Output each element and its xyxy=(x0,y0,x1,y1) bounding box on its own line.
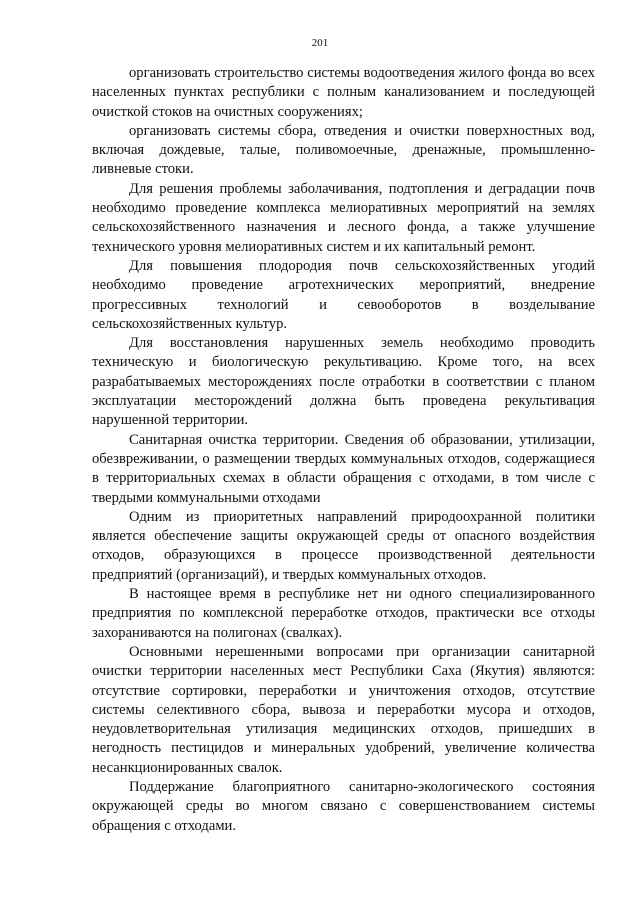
paragraph-waterlogging: Для решения проблемы заболачивания, подтопления и деградации почв необходимо проведение комплекса мелиоративных мероприятий на землях сельскохозяйственного назначения и лесного фонда, а также улучшение технического уровня мелиоративных систем и их капитальный ремонт. xyxy=(92,180,595,255)
paragraph-land-restoration: Для восстановления нарушенных земель необходимо проводить техническую и биологическую рекультивацию. Кроме того, на всех разрабатываемых месторождениях после отработки в соответствии с планом эксплуатации месторождений должна быть проведена рекультивация нарушенной территории. xyxy=(92,335,595,429)
paragraph-sewerage: организовать строительство системы водоотведения жилого фонда во всех населенных пунктах республики с полным канализованием и последующей очисткой стоков на очистных сооружениях; xyxy=(92,65,595,120)
document-body xyxy=(92,64,595,836)
page-number: 201 xyxy=(311,37,329,49)
paragraph-sanitary-cleaning: Санитарная очистка территории. Сведения об образовании, утилизации, обезвреживании, о размещении твердых коммунальных отходов, содержащиеся в территориальных схемах в области обращения с отходами, в том числе с твердыми коммунальными отходами xyxy=(92,431,595,506)
paragraph-unresolved-issues: Основными нерешенными вопросами при организации санитарной очистки территории населенных мест Республики Саха (Якутия) являются: отсутствие сортировки, переработки и уничтожения отходов, отсутствие системы селективного сбора, вывоза и переработки мусора и отходов, неудовлетворительная утилизация медицинских отходов, пришедших в негодность пестицидов и минеральных удобрений, увеличение количества несанкционированных свалок. xyxy=(92,643,595,776)
paragraph-environmental-policy: Одним из приоритетных направлений природоохранной политики является обеспечение защиты окружающей среды от опасного воздействия отходов, образующихся в процессе производственной деятельности предприятий (организаций), и твердых коммунальных отходов. xyxy=(92,508,595,583)
paragraph-soil-fertility: Для повышения плодородия почв сельскохозяйственных угодий необходимо проведение агротехнических мероприятий, внедрение прогрессивных технологий и севооборотов в возделывание сельскохозяйственных культур. xyxy=(92,257,595,332)
paragraph-surface-water: организовать системы сбора, отведения и очистки поверхностных вод, включая дождевые, талые, поливомоечные, дренажные, промышленно-ливневые стоки. xyxy=(92,122,595,178)
paragraph-waste-management: Поддержание благоприятного санитарно-экологического состояния окружающей среды во многом связано с совершенствованием системы обращения с отходами. xyxy=(92,778,595,834)
paragraph-waste-processing: В настоящее время в республике нет ни одного специализированного предприятия по комплексной переработке отходов, практически все отходы захораниваются на полигонах (свалках). xyxy=(92,586,595,641)
